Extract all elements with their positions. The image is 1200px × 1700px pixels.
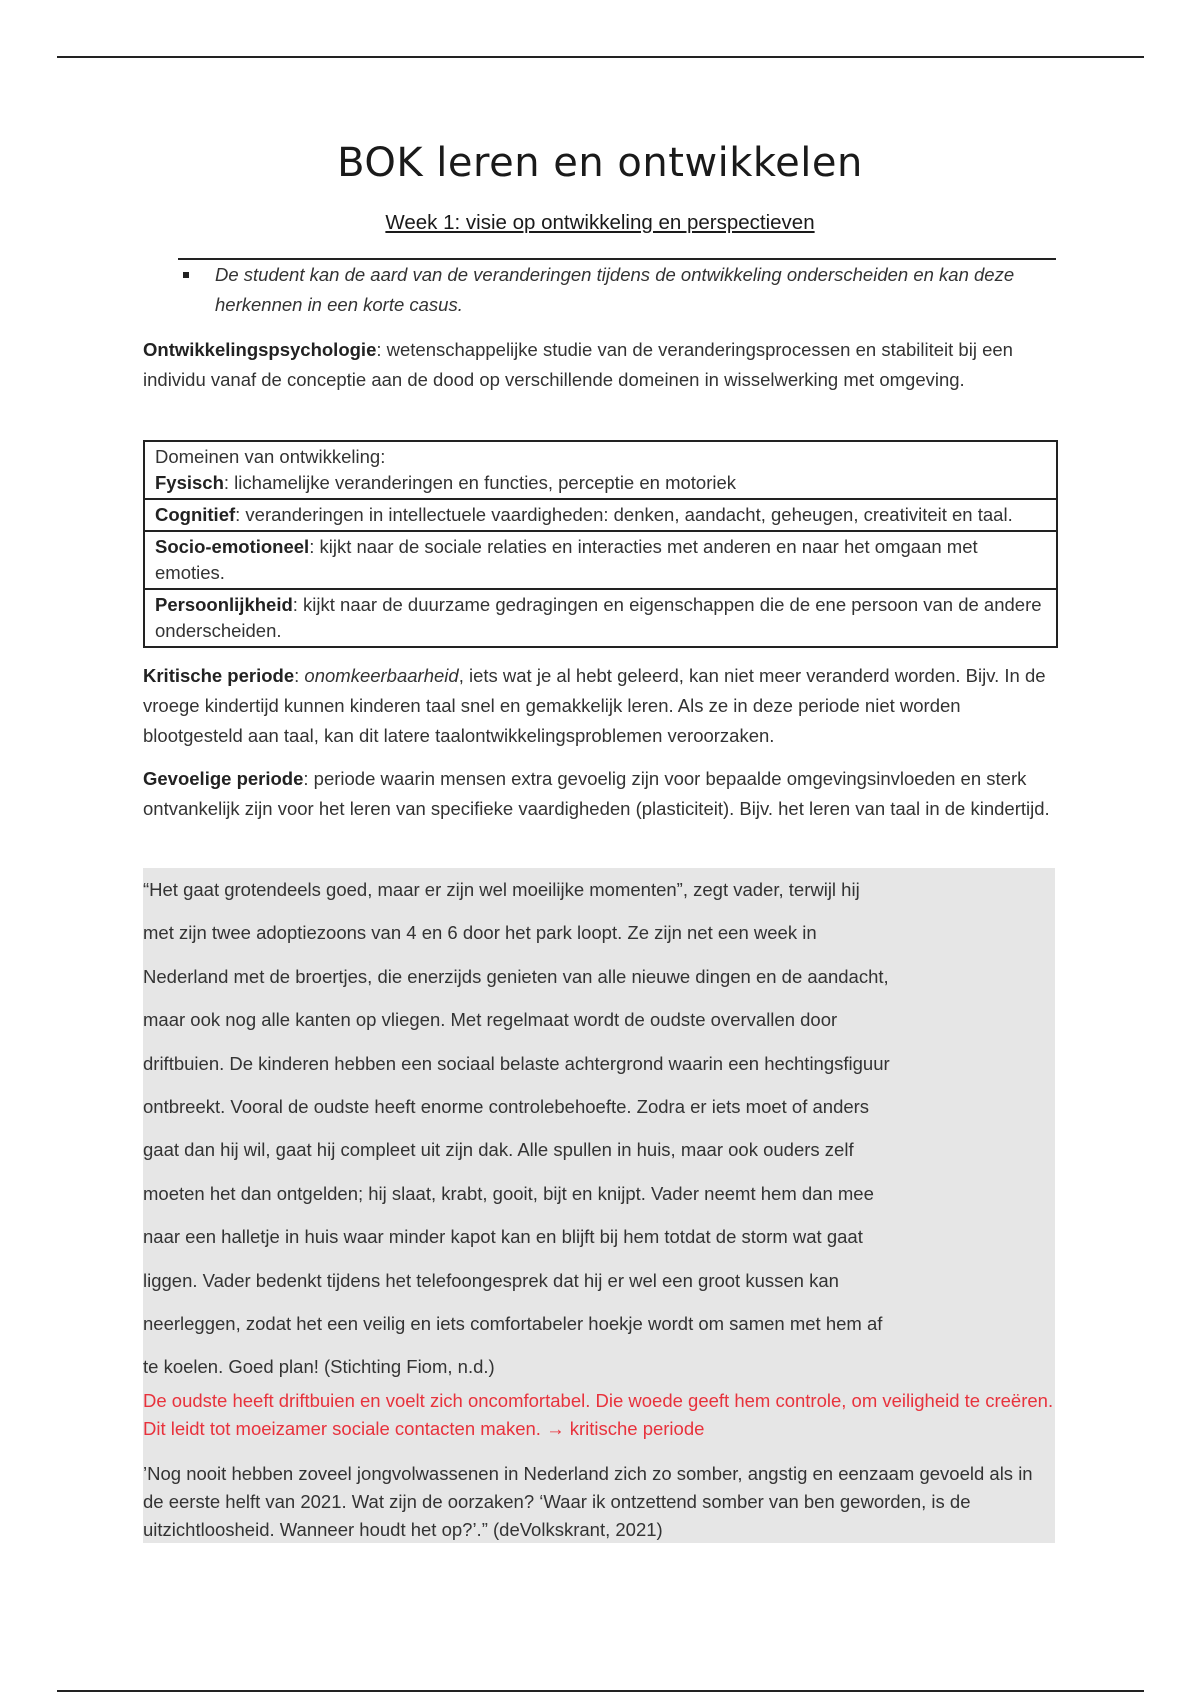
page-title: BOK leren en ontwikkelen	[337, 140, 863, 186]
case-line: driftbuien. De kinderen hebben een sociaal belaste achtergrond waarin een hechtingsfiguur	[143, 1052, 890, 1074]
case-line: gaat dan hij wil, gaat hij compleet uit zijn dak. Alle spullen in huis, maar ook ouders zelf	[143, 1139, 854, 1161]
case-line: neerleggen, zodat het een veilig en iets comfortabeler hoekje wordt om samen met hem af	[143, 1313, 883, 1335]
case-line: te koelen. Goed plan! (Stichting Fiom, n.d.)	[143, 1356, 495, 1378]
case-line: “Het gaat grotendeels goed, maar er zijn wel moeilijke momenten”, zegt vader, terwijl hij	[143, 879, 860, 900]
case-line: moeten het dan ontgelden; hij slaat, krabt, gooit, bijt en knijpt. Vader neemt hem dan mee	[143, 1182, 874, 1204]
definition-term: Ontwikkelingspsychologie	[143, 339, 377, 360]
case-line: met zijn twee adoptiezoons van 4 en 6 door het park loopt. Ze zijn net een week in	[143, 922, 817, 944]
domains-heading: Domeinen van ontwikkeling:	[155, 446, 386, 467]
page-top-rule	[57, 56, 1144, 58]
domains-cell-persoonlijkheid	[145, 588, 1056, 646]
page-bottom-rule	[57, 1690, 1144, 1692]
definition-text: : wetenschappelijke studie van de veranderingsprocessen en stabiliteit bij een individu vanaf de conceptie aan de dood op verschillende domeinen in wisselwerking met omgeving.	[143, 339, 1013, 390]
learning-goal	[183, 260, 1075, 320]
case-text	[143, 868, 973, 1389]
critical-period-paragraph	[143, 661, 1058, 751]
definition-paragraph	[143, 335, 1058, 395]
domain-text: : kijkt naar de duurzame gedragingen en eigenschappen die de ene persoon van de andere onderscheiden.	[155, 594, 1042, 641]
domain-text: : kijkt naar de sociale relaties en interacties met anderen en naar het omgaan met emoties.	[155, 536, 978, 583]
domains-cell-socio-emotioneel	[145, 530, 1056, 588]
case-analysis: De oudste heeft driftbuien en voelt zich oncomfortabel. Die woede geeft hem controle, om veiligheid te creëren. Dit leidt tot moeizamer sociale contacten maken. → kritische periode	[143, 1390, 1054, 1439]
case-line: naar een halletje in huis waar minder kapot kan en blijft bij hem totdat de storm wat gaat	[143, 1226, 863, 1248]
case-line: Nederland met de broertjes, die enerzijds genieten van alle nieuwe dingen en de aandacht,	[143, 965, 889, 987]
sensitive-period-text: : periode waarin mensen extra gevoelig zijn voor bepaalde omgevingsinvloeden en sterk ontvankelijk zijn voor het leren van specifieke vaardigheden (plasticiteit). Bijv. het leren van taal in de kindertijd.	[143, 768, 1050, 819]
learning-goal-text: De student kan de aard van de veranderingen tijdens de ontwikkeling onderscheiden en kan deze herkennen in een korte casus.	[215, 264, 1015, 315]
domain-term: Fysisch	[155, 472, 224, 493]
domain-text: : veranderingen in intellectuele vaardigheden: denken, aandacht, geheugen, creativiteit en taal.	[235, 504, 1013, 525]
case-line: ontbreekt. Vooral de oudste heeft enorme controlebehoefte. Zodra er iets moet of anders	[143, 1096, 870, 1118]
critical-period-text: , iets wat je al hebt geleerd, kan niet meer veranderd worden. Bijv. In de vroege kindertijd kunnen kinderen taal snel en gemakkelijk leren. Als ze in deze periode niet worden blootgesteld aan taal, kan dit latere taalontwikkelingsproblemen veroorzaken.	[143, 665, 1046, 746]
sensitive-period-term: Gevoelige periode	[143, 768, 304, 789]
domain-term: Persoonlijkheid	[155, 594, 293, 615]
bullet-icon	[183, 272, 189, 278]
domain-text: : lichamelijke veranderingen en functies, perceptie en motoriek	[223, 472, 737, 493]
domains-table	[143, 440, 1058, 648]
domains-cell-fysisch	[145, 442, 1056, 498]
domain-term: Socio-emotioneel	[155, 536, 310, 557]
sensitive-period-paragraph	[143, 764, 1058, 824]
case-line: liggen. Vader bedenkt tijdens het telefoongesprek dat hij er wel een groot kussen kan	[143, 1269, 839, 1291]
case-line: maar ook nog alle kanten op vliegen. Met regelmaat wordt de oudste overvallen door	[143, 1009, 838, 1031]
domain-term: Cognitief	[155, 504, 236, 525]
critical-period-colon: :	[294, 665, 305, 686]
critical-period-italic: onomkeerbaarheid	[304, 665, 459, 686]
newspaper-quote: ’Nog nooit hebben zoveel jongvolwassenen in Nederland zich zo somber, angstig en eenzaam gevoeld als in de eerste helft van 2021. Wat zijn de oorzaken? ‘Waar ik ontzettend somber van ben geworden, is de uitzichtloosheid. Wanneer houdt het op?’.” (deVolkskrant, 2021)	[143, 1463, 1033, 1540]
critical-period-term: Kritische periode	[143, 665, 295, 686]
page-subtitle: Week 1: visie op ontwikkeling en perspectieven	[385, 211, 815, 234]
domains-cell-cognitief	[145, 498, 1056, 530]
